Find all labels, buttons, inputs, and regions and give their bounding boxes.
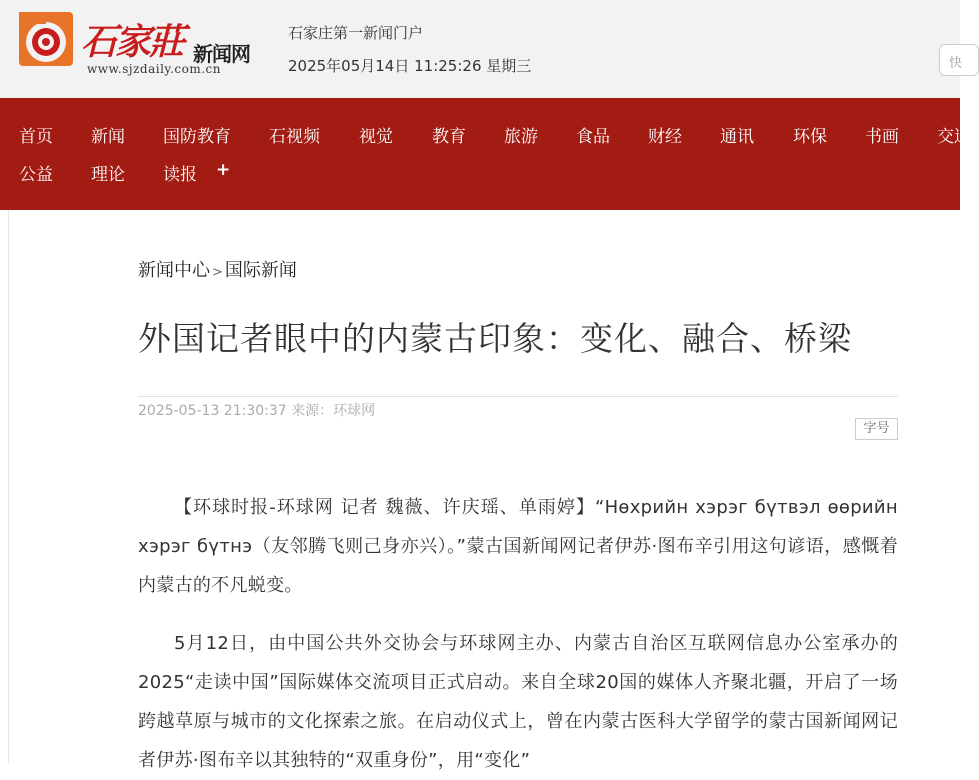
- nav-item-video[interactable]: 石视频: [269, 127, 320, 147]
- logo-text: 石家莊: [81, 21, 184, 63]
- nav-item-epaper[interactable]: 读报: [163, 165, 197, 185]
- article-meta: 2025-05-13 21:30:37 来源：环球网: [138, 403, 376, 419]
- breadcrumb-home[interactable]: 新闻中心: [138, 260, 210, 281]
- nav-item-traffic[interactable]: 交通: [937, 127, 971, 147]
- breadcrumb-current[interactable]: 国际新闻: [224, 260, 297, 281]
- nav-item-calligraphy[interactable]: 书画: [865, 127, 899, 147]
- nav-item-news[interactable]: 新闻: [91, 127, 125, 147]
- nav-item-home[interactable]: 首页: [19, 127, 53, 147]
- article-paragraph: 5月12日，由中国公共外交协会与环球网主办、内蒙古自治区互联网信息办公室承办的2025“走读中国”国际媒体交流项目正式启动。来自全球20国的媒体人齐聚北疆，开启了一场跨越草原与城市的文化探索之旅。在启动仪式上，曾在内蒙古医科大学留学的蒙古国新闻网记者伊苏·图布辛以其独特的“双重身份”，用“变化”: [138, 633, 898, 771]
- nav-item-theory[interactable]: 理论: [91, 165, 125, 185]
- nav-item-environment[interactable]: 环保: [793, 127, 827, 147]
- article-paragraph: 【环球时报-环球网 记者 魏薇、许庆瑶、单雨婷】“Нөхрийн хэрэг бүтвэл өөрийн хэрэг бүтнэ（友邻腾飞则己身亦兴）。”蒙古国新闻网记者伊苏·图布辛引用这句谚语，感慨着内蒙古的不凡蜕变。: [138, 497, 898, 596]
- search-input[interactable]: 快: [939, 44, 979, 76]
- nav-item-defense[interactable]: 国防教育: [163, 127, 231, 147]
- site-datetime: 2025年05月14日 11:25:26 星期三: [288, 57, 532, 75]
- nav-item-charity[interactable]: 公益: [19, 165, 53, 185]
- nav-item-education[interactable]: 教育: [432, 127, 466, 147]
- breadcrumb-separator: >: [212, 265, 223, 280]
- nav-more-plus-icon[interactable]: +: [216, 160, 231, 180]
- site-logo[interactable]: [17, 10, 267, 82]
- title-divider: [138, 396, 898, 397]
- site-header: [0, 0, 963, 98]
- nav-item-finance[interactable]: 财经: [648, 127, 682, 147]
- logo-url: www.sjzdaily.com.cn: [87, 62, 222, 76]
- breadcrumb: [138, 256, 297, 282]
- main-navigation: [0, 98, 971, 210]
- logo-mark-icon: [17, 10, 75, 72]
- nav-item-telecom[interactable]: 通讯: [720, 127, 754, 147]
- nav-item-visual[interactable]: 视觉: [359, 127, 393, 147]
- logo-subtitle: 新闻网: [193, 42, 250, 66]
- font-size-button[interactable]: 字号: [855, 418, 898, 440]
- site-tagline: 石家庄第一新闻门户: [288, 24, 424, 42]
- nav-item-travel[interactable]: 旅游: [504, 127, 538, 147]
- article-title: 外国记者眼中的内蒙古印象：变化、融合、桥梁: [138, 319, 852, 358]
- nav-item-food[interactable]: 食品: [576, 127, 610, 147]
